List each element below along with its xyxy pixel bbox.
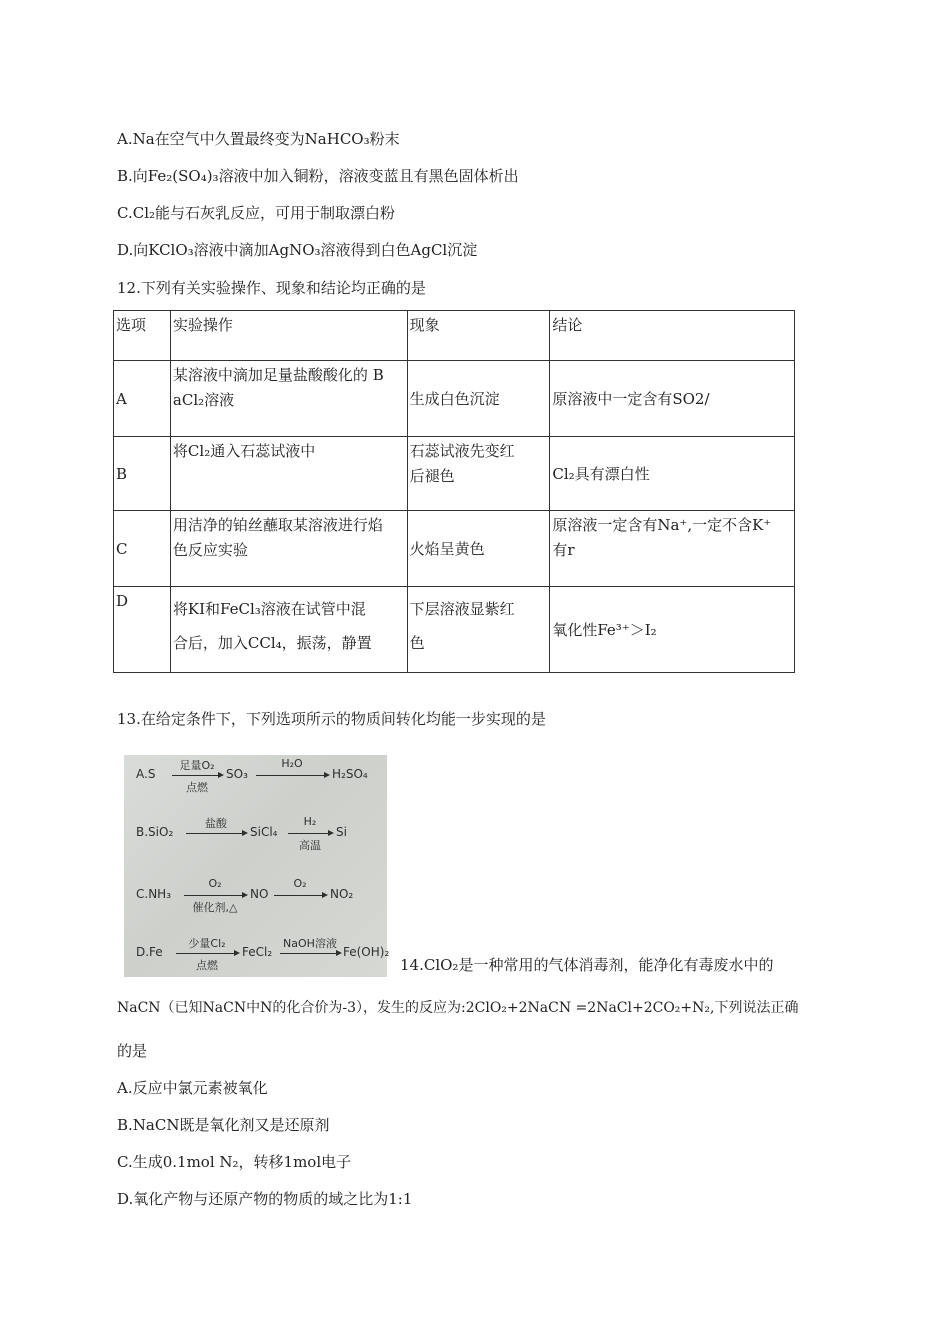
row-conclusion: 氧化性Fe³⁺＞I₂ [550,587,795,673]
q12-stem: 12.下列有关实验操作、现象和结论均正确的是 [117,279,426,297]
q11-option-b: B.向Fe₂(SO₄)₃溶液中加入铜粉，溶液变蓝且有黑色固体析出 [117,167,519,185]
q13-stem: 13.在给定条件下，下列选项所示的物质间转化均能一步实现的是 [117,710,546,728]
start-substance: B.SiO₂ [136,825,174,839]
arrow-icon [186,833,246,834]
start-substance: A.S [136,767,156,781]
end-substance: Si [336,825,347,839]
end-substance: Fe(OH)₂ [343,945,390,959]
q14-stem-line1: 14.ClO₂是一种常用的气体消毒剂，能净化有毒废水中的 [400,956,774,974]
row-conclusion: 原溶液一定含有Na⁺,一定不含K⁺ 有r [550,511,795,587]
row-operation: 将Cl₂通入石蕊试液中 [170,437,407,511]
condition-above: H₂ [303,815,317,828]
end-substance: H₂SO₄ [332,767,368,781]
q14-option-a: A.反应中氯元素被氧化 [117,1079,268,1097]
condition-above: 少量Cl₂ [188,937,226,950]
middle-substance: SiCl₄ [250,825,278,839]
row-option: C [114,511,171,587]
q13-options-photo [124,755,390,977]
row-operation: 用洁净的铂丝蘸取某溶液进行焰 色反应实验 [170,511,407,587]
condition-above: O₂ [208,877,222,890]
row-phenomenon: 生成白色沉淀 [407,361,550,437]
condition-above: NaOH溶液 [283,937,337,950]
arrow-icon [172,775,222,776]
arrow-icon [280,953,340,954]
q12-table [113,310,795,673]
arrow-icon [288,833,332,834]
row-option: D [114,587,171,673]
condition-above: O₂ [293,877,307,890]
condition-below: 高温 [299,839,321,852]
condition-above: 足量O₂ [179,759,215,772]
condition-above: H₂O [281,757,303,770]
row-option: B [114,437,171,511]
condition-below: 催化剂,△ [192,901,238,914]
table-header-row [114,311,795,361]
end-substance: NO₂ [330,887,354,901]
q11-option-d: D.向KClO₃溶液中滴加AgNO₃溶液得到白色AgCl沉淀 [117,241,478,259]
header-operation: 实验操作 [170,311,407,361]
table-row [114,437,795,511]
q14-stem-line2: NaCN（已知NaCN中N的化合价为-3），发生的反应为:2ClO₂+2NaCN =2NaCl+2CO₂+N₂,下列说法正确 [117,1000,799,1016]
condition-above: 盐酸 [205,817,227,830]
arrow-icon [256,775,328,776]
middle-substance: NO [250,887,269,901]
table-row [114,361,795,437]
q11-option-c: C.Cl₂能与石灰乳反应，可用于制取漂白粉 [117,204,395,222]
q14-option-c: C.生成0.1mol N₂，转移1mol电子 [117,1153,352,1171]
middle-substance: FeCl₂ [242,945,273,959]
q11-option-a: A.Na在空气中久置最终变为NaHCO₃粉末 [117,130,400,148]
condition-below: 点燃 [186,781,208,794]
arrow-icon [184,895,246,896]
row-phenomenon: 下层溶液显紫红 色 [407,587,550,673]
start-substance: D.Fe [136,945,163,959]
arrow-icon [176,953,238,954]
table-row [114,511,795,587]
q14-option-b: B.NaCN既是氧化剂又是还原剂 [117,1116,330,1134]
row-operation: 将KI和FeCl₃溶液在试管中混 合后，加入CCl₄，振荡，静置 [170,587,407,673]
middle-substance: SO₃ [226,767,248,781]
start-substance: C.NH₃ [136,887,172,901]
header-phenomenon: 现象 [407,311,550,361]
condition-below: 点燃 [196,959,218,972]
row-phenomenon: 石蕊试液先变红 后褪色 [407,437,550,511]
header-option: 选项 [114,311,171,361]
header-conclusion: 结论 [550,311,795,361]
row-conclusion: 原溶液中一定含有SO2/ [550,361,795,437]
arrow-icon [274,895,326,896]
table-row [114,587,795,673]
row-phenomenon: 火焰呈黄色 [407,511,550,587]
q14-option-d: D.氧化产物与还原产物的物质的域之比为1:1 [117,1190,413,1208]
row-operation: 某溶液中滴加足量盐酸酸化的 B aCl₂溶液 [170,361,407,437]
q14-stem-line3: 的是 [117,1042,148,1060]
row-conclusion: Cl₂具有漂白性 [550,437,795,511]
row-option: A [114,361,171,437]
